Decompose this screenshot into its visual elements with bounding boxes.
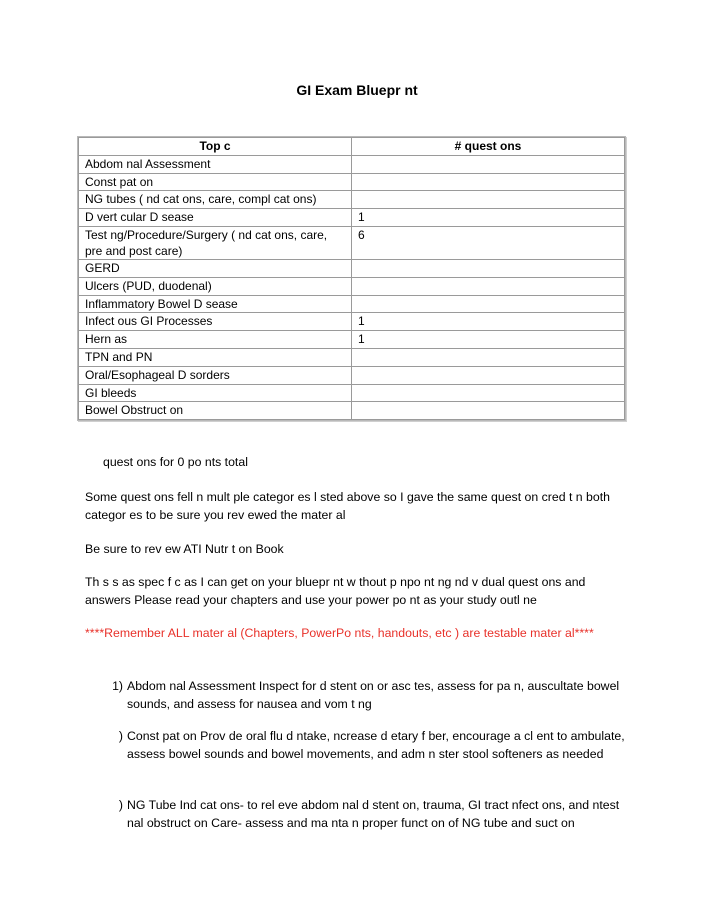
topic-cell: Test ng/Procedure/Surgery ( nd cat ons, care, pre and post care) [79,226,352,259]
blueprint-specificity-note: Th s s as spec f c as I can get on your bluepr nt w thout p npo nt ng nd v dual quest ons and answers Please read your chapters and use your power po nt as your study outl ne [85,575,586,607]
total-points-note: quest ons for 0 po nts total [103,455,248,469]
credit-note: Some quest ons fell n mult ple categor es l sted above so I gave the same quest on cred t n both categor es to be sure you rev ewed the mater al [85,490,610,522]
table-header-row [79,138,625,156]
count-cell [352,402,625,420]
list-item-text: Const pat on Prov de oral flu d ntake, ncrease d etary f ber, encourage a cl ent to ambulate, assess bowel sounds and bowel movements, and adm n ster stool softeners as needed [127,729,625,761]
table-row [79,191,625,209]
count-cell [352,277,625,295]
table-row [79,259,625,277]
topic-cell: Abdom nal Assessment [79,155,352,173]
table-row [79,366,625,384]
header-topic: Top c [79,138,352,156]
count-cell [352,259,625,277]
topic-cell: GERD [79,259,352,277]
document-title: GI Exam Bluepr nt [296,82,418,98]
table-row [79,173,625,191]
table-row [79,277,625,295]
count-cell [352,295,625,313]
topic-cell: Ulcers (PUD, duodenal) [79,277,352,295]
count-cell [352,366,625,384]
table-row [79,295,625,313]
topic-cell: NG tubes ( nd cat ons, care, compl cat ons) [79,191,352,209]
table-row [79,226,625,259]
table-row [79,384,625,402]
count-cell [352,348,625,366]
count-cell [352,191,625,209]
topic-cell: GI bleeds [79,384,352,402]
remember-all-material-note: ****Remember ALL mater al (Chapters, PowerPo nts, handouts, etc ) are testable mater al**** [85,626,594,640]
list-item-number: 1) [112,679,123,693]
list-item-text: Abdom nal Assessment Inspect for d stent on or asc tes, assess for pa n, auscultate bowel sounds, and assess for nausea and vom t ng [127,679,620,711]
topic-cell: Inflammatory Bowel D sease [79,295,352,313]
list-item-number: ) [118,729,123,743]
count-cell: 1 [352,331,625,349]
table-row [79,402,625,420]
ati-book-note: Be sure to rev ew ATI Nutr t on Book [85,542,284,556]
count-cell: 1 [352,313,625,331]
header-question-count: # quest ons [352,138,625,156]
topic-cell: Oral/Esophageal D sorders [79,366,352,384]
table-row [79,155,625,173]
count-cell: 1 [352,209,625,227]
table-row [79,331,625,349]
table-row [79,313,625,331]
count-cell [352,384,625,402]
topic-cell: Hern as [79,331,352,349]
table-row [79,348,625,366]
list-item-text: NG Tube Ind cat ons- to rel eve abdom nal d stent on, trauma, GI tract nfect ons, and ntest nal obstruct on Care- assess and ma nta n proper funct on of NG tube and suct on [127,798,620,830]
table-row [79,209,625,227]
blueprint-table-container [77,136,626,421]
blueprint-table [78,137,625,420]
topic-cell: TPN and PN [79,348,352,366]
count-cell [352,173,625,191]
topic-cell: Bowel Obstruct on [79,402,352,420]
topic-cell: Infect ous GI Processes [79,313,352,331]
list-item-number: ) [118,798,123,812]
topic-cell: Const pat on [79,173,352,191]
count-cell: 6 [352,226,625,259]
topic-cell: D vert cular D sease [79,209,352,227]
count-cell [352,155,625,173]
